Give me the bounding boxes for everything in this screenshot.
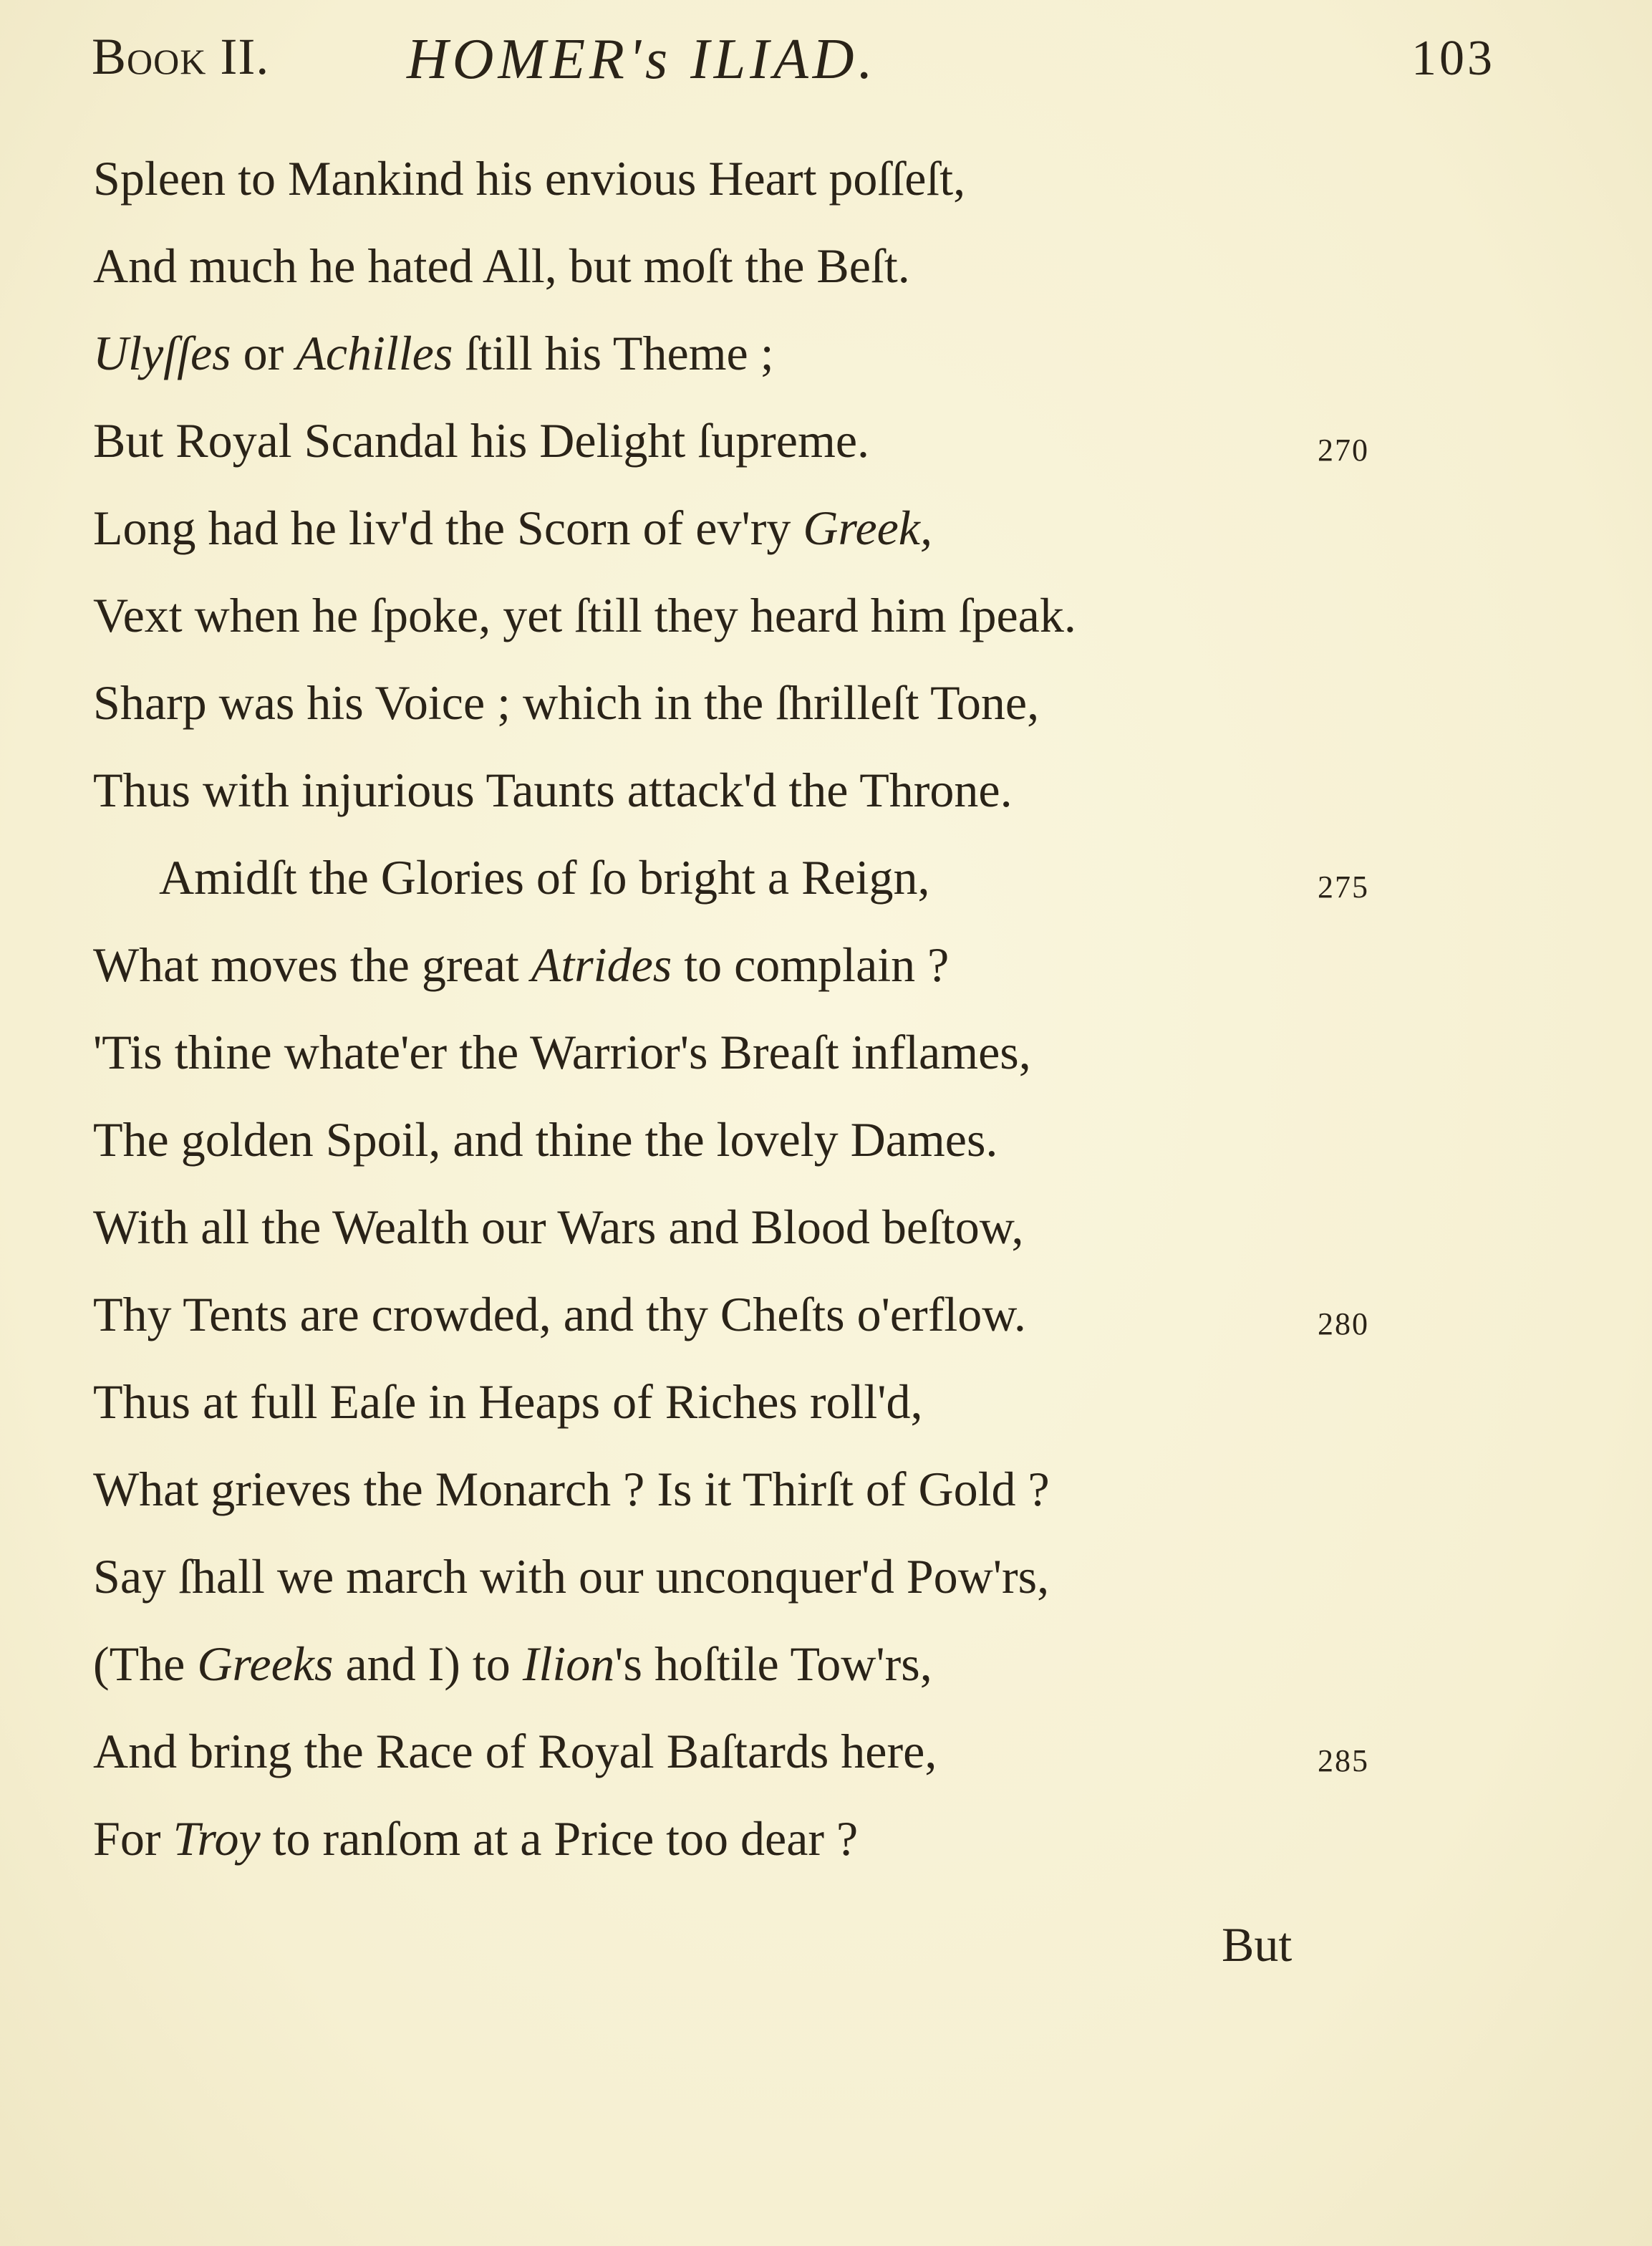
verse-line-text	[93, 222, 910, 309]
verse-line-text	[93, 1183, 1023, 1271]
page-number: 103	[1411, 31, 1495, 86]
verse-segment: Long had he liv'd the Scorn of ev'ry	[93, 501, 803, 555]
verse-segment: The golden Spoil, and thine the lovely Dames.	[93, 1112, 998, 1167]
verse-segment: or	[231, 326, 296, 380]
verse-line	[93, 659, 1425, 746]
verse-text	[93, 135, 1425, 1882]
verse-line	[93, 834, 1425, 921]
book-label: Book II.	[92, 28, 270, 85]
verse-segment: What moves the great	[93, 938, 531, 992]
italic-word: Ilion	[522, 1637, 615, 1691]
verse-segment: ſtill his Theme ;	[453, 326, 774, 380]
verse-line	[93, 309, 1425, 397]
verse-segment: Sharp was his Voice ; which in the ſhrilleſt Tone,	[93, 675, 1040, 730]
italic-word: Greeks	[197, 1637, 334, 1691]
verse-line	[93, 1533, 1425, 1620]
verse-segment: Thus at full Eaſe in Heaps of Riches roll'd,	[93, 1374, 923, 1429]
verse-line-text	[93, 746, 1013, 834]
verse-line	[93, 746, 1425, 834]
verse-line	[93, 1620, 1425, 1707]
line-number: 285	[1318, 1743, 1369, 1778]
line-number: 275	[1318, 869, 1369, 905]
verse-line	[93, 1707, 1425, 1795]
verse-segment: and I) to	[333, 1637, 523, 1691]
verse-line	[93, 1358, 1425, 1445]
verse-segment: For	[93, 1811, 173, 1866]
verse-segment: But Royal Scandal his Delight ſupreme.	[93, 413, 870, 468]
verse-segment: Spleen to Mankind his envious Heart poſſeſt,	[93, 151, 966, 206]
italic-word: Greek,	[803, 501, 932, 555]
verse-line-text	[93, 921, 949, 1008]
verse-line-text	[93, 1358, 923, 1445]
verse-segment: Amidſt the Glories of ſo bright a Reign,	[159, 850, 930, 905]
verse-segment: Say ſhall we march with our unconquer'd Pow'rs,	[93, 1549, 1050, 1604]
verse-line-text	[93, 484, 932, 572]
verse-line	[93, 1096, 1425, 1183]
verse-line-text	[93, 1795, 858, 1882]
verse-line	[93, 135, 1425, 222]
verse-segment: 's hoſtile Tow'rs,	[614, 1637, 932, 1691]
catchword: But	[1222, 1917, 1293, 1972]
italic-word: Achilles	[296, 326, 453, 380]
running-title: HOMER's ILIAD.	[407, 28, 877, 91]
verse-line-text	[93, 1271, 1026, 1358]
verse-line-text	[93, 397, 869, 484]
line-number: 280	[1318, 1306, 1369, 1341]
verse-line	[93, 1183, 1425, 1271]
verse-segment: 'Tis thine whate'er the Warrior's Breaſt inflames,	[93, 1025, 1031, 1079]
verse-segment: Thy Tents are crowded, and thy Cheſts o'erflow.	[93, 1287, 1026, 1341]
verse-line-text	[93, 1620, 932, 1707]
verse-line	[93, 1445, 1425, 1533]
verse-line	[93, 1271, 1425, 1358]
verse-line-text	[93, 572, 1076, 659]
verse-line-text	[93, 659, 1039, 746]
italic-word: Ulyſſes	[93, 326, 231, 380]
verse-segment: And bring the Race of Royal Baſtards here,	[93, 1724, 937, 1778]
verse-line-text	[93, 1533, 1049, 1620]
verse-segment: (The	[93, 1637, 198, 1691]
verse-segment: to complain ?	[672, 938, 950, 992]
verse-segment: Vext when he ſpoke, yet ſtill they heard him ſpeak.	[93, 588, 1076, 642]
italic-word: Troy	[173, 1811, 261, 1866]
verse-line-text	[93, 309, 774, 397]
verse-line-text	[93, 1096, 998, 1183]
line-number: 270	[1318, 433, 1369, 468]
verse-line	[93, 484, 1425, 572]
verse-segment: What grieves the Monarch ? Is it Thirſt of Gold ?	[93, 1462, 1050, 1516]
running-header	[92, 27, 1495, 106]
verse-line-text	[93, 1445, 1050, 1533]
verse-line-text	[93, 1707, 937, 1795]
verse-line-text	[93, 135, 965, 222]
verse-segment: And much he hated All, but moſt the Beſt.	[93, 238, 910, 293]
verse-line	[93, 1008, 1425, 1096]
verse-line-text	[93, 834, 930, 921]
verse-line	[93, 397, 1425, 484]
verse-line	[93, 921, 1425, 1008]
verse-segment: to ranſom at a Price too dear ?	[260, 1811, 859, 1866]
verse-line	[93, 222, 1425, 309]
verse-line	[93, 1795, 1425, 1882]
verse-segment: Thus with injurious Taunts attack'd the Throne.	[93, 763, 1013, 817]
verse-line-text	[93, 1008, 1031, 1096]
italic-word: Atrides	[531, 938, 672, 992]
verse-segment: With all the Wealth our Wars and Blood beſtow,	[93, 1200, 1024, 1254]
verse-line	[93, 572, 1425, 659]
